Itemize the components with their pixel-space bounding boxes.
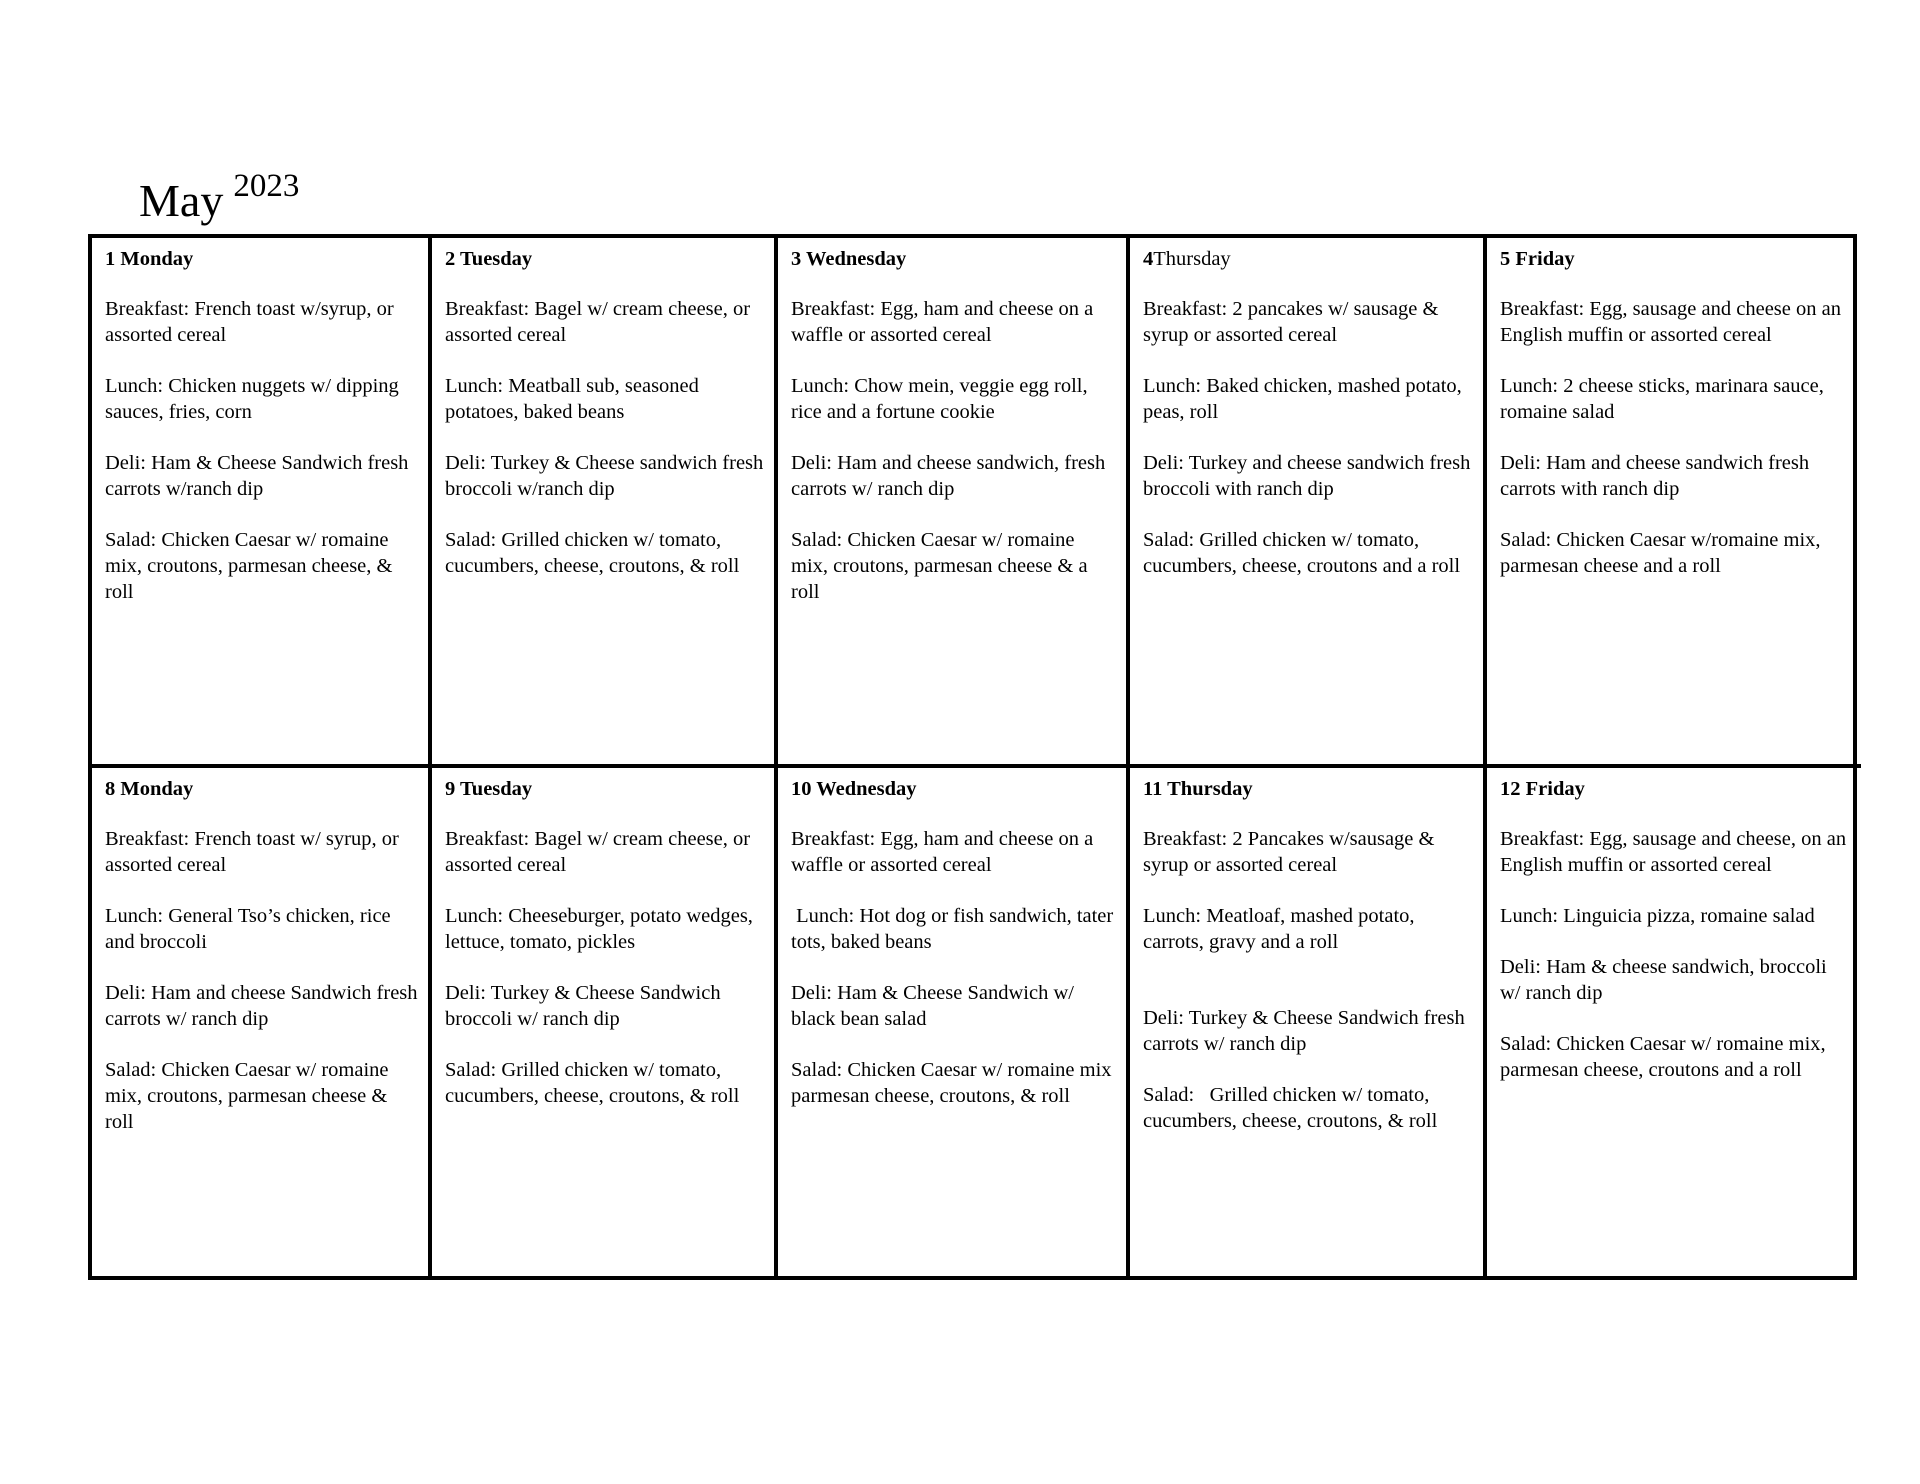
day-number: 1 [105, 248, 116, 270]
breakfast-text: Breakfast: Egg, sausage and cheese, on an English muffin or assorted cereal [1500, 828, 1852, 876]
breakfast-text: Breakfast: 2 Pancakes w/sausage & syrup or assorted cereal [1143, 828, 1440, 876]
salad-text: Salad: Chicken Caesar w/ romaine mix, parmesan cheese, croutons and a roll [1500, 1033, 1831, 1081]
day-number: 12 [1500, 778, 1521, 800]
lunch-text: Lunch: Linguicia pizza, romaine salad [1500, 905, 1815, 927]
day-cell [92, 238, 432, 768]
deli-text: Deli: Ham & Cheese Sandwich w/ black bean salad [791, 982, 1080, 1030]
day-cell [1130, 768, 1487, 1276]
day-number: 2 [445, 248, 456, 270]
deli-text: Deli: Turkey & Cheese Sandwich broccoli w/ ranch dip [445, 982, 726, 1030]
day-name: Wednesday [811, 778, 917, 800]
day-cell [92, 768, 432, 1276]
day-header [105, 246, 418, 272]
lunch-text: Lunch: 2 cheese sticks, marinara sauce, romaine salad [1500, 375, 1830, 423]
lunch-text: Lunch: General Tso’s chicken, rice and broccoli [105, 905, 396, 953]
day-number: 4 [1143, 248, 1154, 270]
salad-text: Salad: Chicken Caesar w/ romaine mix parmesan cheese, croutons, & roll [791, 1059, 1117, 1107]
day-number: 9 [445, 778, 456, 800]
salad-text: Salad: Grilled chicken w/ tomato, cucumbers, cheese, croutons, & roll [445, 1059, 740, 1107]
lunch-text: Lunch: Meatball sub, seasoned potatoes, baked beans [445, 375, 705, 423]
day-name: Thursday [1162, 778, 1253, 800]
day-cell [1487, 238, 1861, 768]
day-name: Friday [1510, 248, 1575, 270]
lunch-text: Lunch: Chow mein, veggie egg roll, rice and a fortune cookie [791, 375, 1093, 423]
deli-text: Deli: Turkey and cheese sandwich fresh broccoli with ranch dip [1143, 452, 1476, 500]
day-name: Monday [115, 778, 194, 800]
salad-text: Salad: Chicken Caesar w/ romaine mix, croutons, parmesan cheese, & roll [105, 529, 398, 603]
menu-calendar-grid [88, 234, 1857, 1280]
day-cell [778, 238, 1130, 768]
day-number: 11 [1143, 778, 1163, 800]
deli-text: Deli: Ham & cheese sandwich, broccoli w/ ranch dip [1500, 956, 1832, 1004]
lunch-text: Lunch: Chicken nuggets w/ dipping sauces, fries, corn [105, 375, 404, 423]
day-name: Friday [1520, 778, 1585, 800]
lunch-text: Lunch: Cheeseburger, potato wedges, lettuce, tomato, pickles [445, 905, 759, 953]
breakfast-text: Breakfast: Egg, sausage and cheese on an English muffin or assorted cereal [1500, 298, 1847, 346]
breakfast-text: Breakfast: French toast w/ syrup, or assorted cereal [105, 828, 404, 876]
day-cell [1487, 768, 1861, 1276]
breakfast-text: Breakfast: Bagel w/ cream cheese, or assorted cereal [445, 828, 756, 876]
day-header [445, 776, 764, 802]
breakfast-text: Breakfast: Egg, ham and cheese on a waffle or assorted cereal [791, 298, 1099, 346]
day-header [791, 776, 1116, 802]
day-header [445, 246, 764, 272]
breakfast-text: Breakfast: Egg, ham and cheese on a waffle or assorted cereal [791, 828, 1099, 876]
day-cell [432, 768, 778, 1276]
day-header [1143, 776, 1473, 802]
lunch-text: Lunch: Baked chicken, mashed potato, peas, roll [1143, 375, 1467, 423]
salad-text: Salad: Chicken Caesar w/ romaine mix, croutons, parmesan cheese & a roll [791, 529, 1093, 603]
page-title [139, 168, 300, 226]
day-number: 3 [791, 248, 802, 270]
lunch-text: Lunch: Meatloaf, mashed potato, carrots, gravy and a roll [1143, 905, 1420, 953]
salad-text: Salad: Chicken Caesar w/ romaine mix, croutons, parmesan cheese & roll [105, 1059, 394, 1133]
salad-text: Salad: Chicken Caesar w/romaine mix, parmesan cheese and a roll [1500, 529, 1826, 577]
breakfast-text: Breakfast: 2 pancakes w/ sausage & syrup or assorted cereal [1143, 298, 1444, 346]
day-name: Tuesday [455, 248, 533, 270]
deli-text: Deli: Ham & Cheese Sandwich fresh carrots w/ranch dip [105, 452, 414, 500]
day-number: 5 [1500, 248, 1511, 270]
day-name: Monday [115, 248, 194, 270]
day-header [1143, 246, 1473, 272]
day-header [1500, 246, 1851, 272]
day-cell [778, 768, 1130, 1276]
day-header [1500, 776, 1851, 802]
day-name: Wednesday [801, 248, 907, 270]
deli-text: Deli: Ham and cheese sandwich, fresh carrots w/ ranch dip [791, 452, 1111, 500]
day-cell [432, 238, 778, 768]
day-cell [1130, 238, 1487, 768]
day-name: Thursday [1153, 248, 1231, 270]
title-month: May [139, 175, 224, 226]
day-header [791, 246, 1116, 272]
deli-text: Deli: Turkey & Cheese Sandwich fresh carrots w/ ranch dip [1143, 1007, 1470, 1055]
deli-text: Deli: Ham and cheese sandwich fresh carrots with ranch dip [1500, 452, 1815, 500]
day-number: 8 [105, 778, 116, 800]
deli-text: Deli: Turkey & Cheese sandwich fresh broccoli w/ranch dip [445, 452, 769, 500]
lunch-text: Lunch: Hot dog or fish sandwich, tater tots, baked beans [791, 905, 1119, 953]
salad-text: Salad: Grilled chicken w/ tomato, cucumbers, cheese, croutons, & roll [1143, 1084, 1438, 1132]
day-name: Tuesday [455, 778, 533, 800]
title-year: 2023 [233, 168, 300, 204]
deli-text: Deli: Ham and cheese Sandwich fresh carrots w/ ranch dip [105, 982, 423, 1030]
day-header [105, 776, 418, 802]
salad-text: Salad: Grilled chicken w/ tomato, cucumbers, cheese, croutons and a roll [1143, 529, 1461, 577]
breakfast-text: Breakfast: French toast w/syrup, or assorted cereal [105, 298, 399, 346]
day-number: 10 [791, 778, 812, 800]
salad-text: Salad: Grilled chicken w/ tomato, cucumbers, cheese, croutons, & roll [445, 529, 740, 577]
breakfast-text: Breakfast: Bagel w/ cream cheese, or assorted cereal [445, 298, 756, 346]
